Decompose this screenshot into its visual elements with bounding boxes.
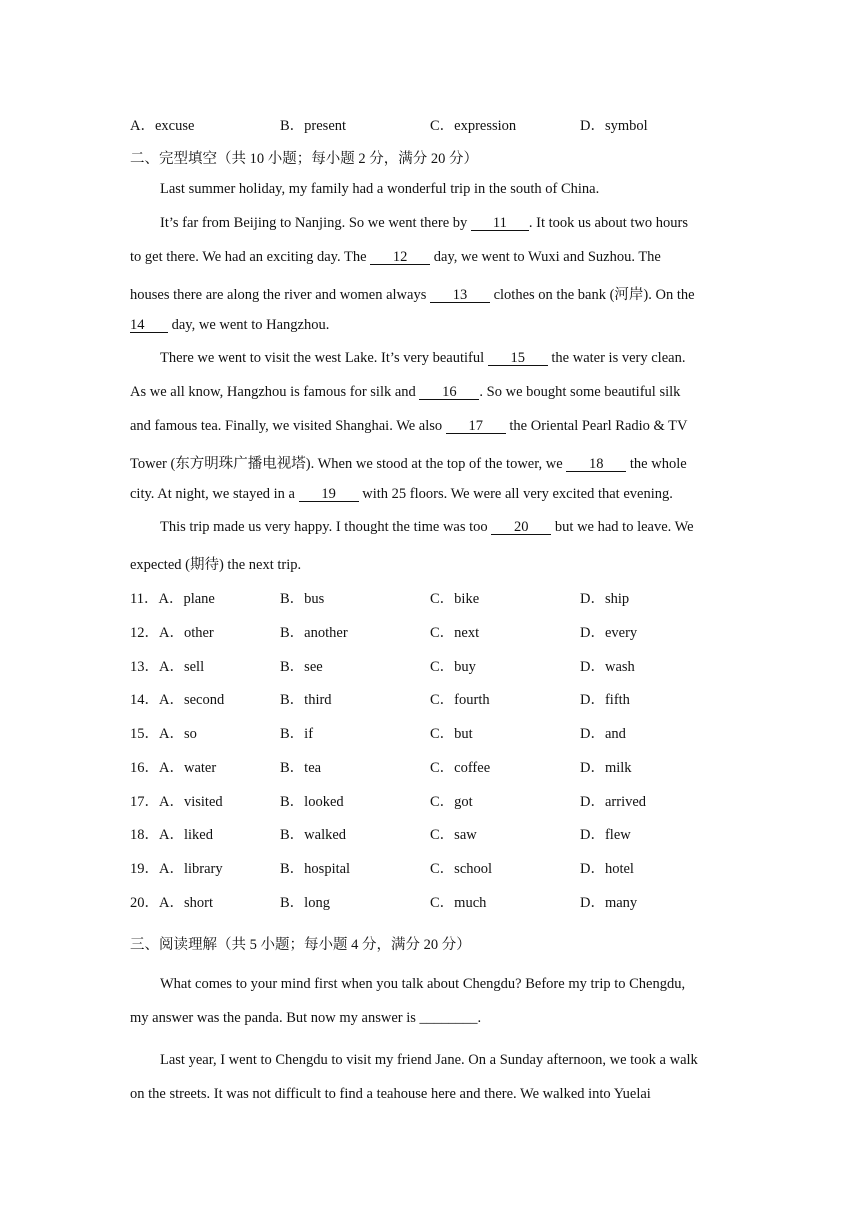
option-b: B．hospital — [280, 861, 351, 877]
passage-line: Last summer holiday, my family had a wonderful trip in the south of China. — [160, 181, 600, 197]
reading-line: What comes to your mind first when you talk about Chengdu? Before my trip to Chengdu, — [160, 976, 686, 992]
question-row — [130, 857, 730, 877]
question-number-and-option-a: 20．A．short — [130, 895, 213, 911]
reading-line: my answer was the panda. But now my answer is ________. — [130, 1010, 482, 1026]
top-option-b: B．present — [280, 118, 347, 134]
option-b: B．see — [280, 659, 323, 675]
blank-17: 17 — [446, 419, 506, 434]
passage-line: There we went to visit the west Lake. It’s very beautiful 15 the water is very clean. — [160, 350, 686, 366]
question-number-and-option-a: 12．A．other — [130, 625, 214, 641]
passage-line: city. At night, we stayed in a 19 with 25 floors. We were all very excited that evening. — [130, 486, 673, 502]
passage-line: Tower (东方明珠广播电视塔). When we stood at the top of the tower, we 18 the whole — [130, 456, 687, 472]
option-b: B．walked — [280, 827, 347, 843]
option-b: B．if — [280, 726, 314, 742]
question-number-and-option-a: 19．A．library — [130, 861, 223, 877]
reading-line: on the streets. It was not difficult to find a teahouse here and there. We walked into Yuelai — [130, 1086, 651, 1102]
blank-19: 19 — [299, 487, 359, 502]
question-row — [130, 823, 730, 843]
passage-line: houses there are along the river and women always 13 clothes on the bank (河岸). On the — [130, 287, 695, 303]
blank-16: 16 — [419, 385, 479, 400]
top-option-a: A．excuse — [130, 118, 195, 134]
option-d: D．wash — [580, 659, 635, 675]
question-number-and-option-a: 15．A．so — [130, 726, 197, 742]
option-b: B．another — [280, 625, 348, 641]
option-c: C．school — [430, 861, 493, 877]
passage-line: 14 day, we went to Hangzhou. — [130, 317, 330, 333]
option-b: B．tea — [280, 760, 322, 776]
passage-line: This trip made us very happy. I thought the time was too 20 but we had to leave. We — [160, 519, 694, 535]
option-c: C．next — [430, 625, 480, 641]
option-d: D．and — [580, 726, 626, 742]
option-c: C．much — [430, 895, 487, 911]
question-number-and-option-a: 13．A．sell — [130, 659, 205, 675]
passage-line: expected (期待) the next trip. — [130, 557, 302, 573]
blank-14: 14 — [130, 318, 168, 333]
option-b: B．looked — [280, 794, 344, 810]
top-option-c: C．expression — [430, 118, 517, 134]
option-d: D．ship — [580, 591, 630, 607]
question-number-and-option-a: 14．A．second — [130, 692, 225, 708]
section3-heading: 三、阅读理解（共 5 小题；每小题 4 分，满分 20 分） — [130, 937, 471, 953]
question-row — [130, 756, 730, 776]
question-row — [130, 688, 730, 708]
top-option-d: D．symbol — [580, 118, 648, 134]
blank-12: 12 — [370, 250, 430, 265]
option-c: C．buy — [430, 659, 476, 675]
blank-20: 20 — [491, 520, 551, 535]
question-row — [130, 621, 730, 641]
option-b: B．bus — [280, 591, 325, 607]
blank-11: 11 — [471, 216, 529, 231]
reading-line: Last year, I went to Chengdu to visit my friend Jane. On a Sunday afternoon, we took a walk — [160, 1052, 698, 1068]
option-b: B．long — [280, 895, 330, 911]
option-d: D．every — [580, 625, 638, 641]
option-c: C．saw — [430, 827, 477, 843]
question-number-and-option-a: 17．A．visited — [130, 794, 223, 810]
top-option-row — [130, 114, 730, 134]
blank-18: 18 — [566, 457, 626, 472]
option-d: D．flew — [580, 827, 631, 843]
question-row — [130, 722, 730, 742]
option-c: C．fourth — [430, 692, 490, 708]
option-c: C．coffee — [430, 760, 491, 776]
option-c: C．got — [430, 794, 473, 810]
option-d: D．fifth — [580, 692, 630, 708]
passage-line: It’s far from Beijing to Nanjing. So we went there by 11 . It took us about two hours — [160, 215, 688, 231]
option-c: C．bike — [430, 591, 480, 607]
option-d: D．milk — [580, 760, 632, 776]
passage-line: to get there. We had an exciting day. The 12 day, we went to Wuxi and Suzhou. The — [130, 249, 661, 265]
option-b: B．third — [280, 692, 332, 708]
option-d: D．arrived — [580, 794, 647, 810]
option-c: C．but — [430, 726, 473, 742]
blank-13: 13 — [430, 288, 490, 303]
question-row — [130, 655, 730, 675]
passage-line: As we all know, Hangzhou is famous for silk and 16 . So we bought some beautiful silk — [130, 384, 681, 400]
question-row — [130, 891, 730, 911]
question-number-and-option-a: 18．A．liked — [130, 827, 213, 843]
question-row — [130, 790, 730, 810]
question-number-and-option-a: 16．A．water — [130, 760, 217, 776]
blank-15: 15 — [488, 351, 548, 366]
section2-heading: 二、完型填空（共 10 小题；每小题 2 分，满分 20 分） — [130, 151, 478, 167]
option-d: D．hotel — [580, 861, 634, 877]
option-d: D．many — [580, 895, 638, 911]
question-number-and-option-a: 11．A．plane — [130, 591, 215, 607]
passage-line: and famous tea. Finally, we visited Shanghai. We also 17 the Oriental Pearl Radio & TV — [130, 418, 688, 434]
question-row — [130, 587, 730, 607]
